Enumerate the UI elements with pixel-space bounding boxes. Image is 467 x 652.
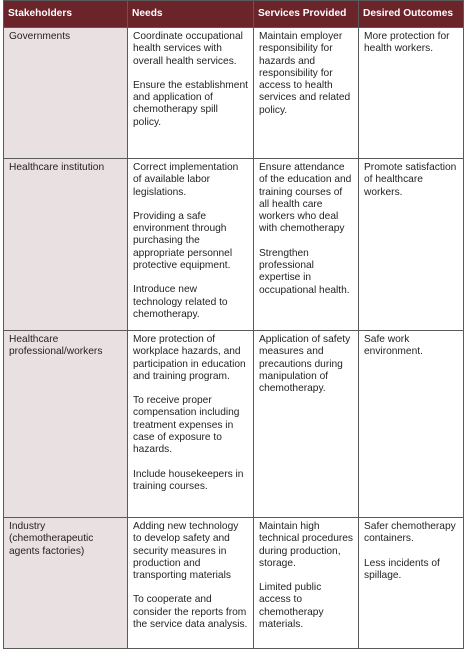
outcomes-cell xyxy=(359,28,464,159)
header-stakeholders: Stakeholders xyxy=(4,1,128,28)
needs-item: Ensure the establishment and application of chemotherapy spill policy. xyxy=(133,79,248,128)
services-item: Maintain high technical procedures during production, storage. xyxy=(259,521,354,569)
table-row xyxy=(4,331,464,518)
needs-item: Coordinate occupational health services with overall health services. xyxy=(133,31,243,67)
services-item: Limited public access to chemotherapy materials. xyxy=(259,582,324,631)
needs-cell xyxy=(128,159,254,331)
header-desired-outcomes: Desired Outcomes xyxy=(359,1,464,28)
outcomes-cell xyxy=(359,518,464,649)
needs-item: More protection of workplace hazards, and participation in education and training program. xyxy=(133,334,246,382)
needs-item: Introduce new technology related to chemotherapy. xyxy=(133,284,228,320)
stakeholders-table xyxy=(3,0,464,649)
stakeholder-cell xyxy=(4,159,128,331)
stakeholder-name: Governments xyxy=(9,31,71,42)
header-row xyxy=(4,1,464,28)
stakeholder-name: Healthcare professional/workers xyxy=(9,334,103,358)
table-row xyxy=(4,28,464,159)
table-row xyxy=(4,159,464,331)
table-row xyxy=(4,518,464,649)
needs-item: Adding new technology to develop safety and security measures in production and transporting materials xyxy=(133,521,239,582)
stakeholder-cell xyxy=(4,518,128,649)
needs-item: To receive proper compensation including treatment expenses in case of exposure to hazards. xyxy=(133,395,240,456)
header-services-provided: Services Provided xyxy=(254,1,359,28)
stakeholder-cell xyxy=(4,331,128,518)
needs-cell xyxy=(128,331,254,518)
services-item: Ensure attendance of the education and training courses of all health care workers who deal with chemotherapy xyxy=(259,162,352,235)
services-item: Application of safety measures and precautions during manipulation of chemotherapy. xyxy=(259,334,351,395)
needs-cell xyxy=(128,518,254,649)
needs-item: Include housekeepers in training courses. xyxy=(133,468,244,492)
outcomes-item: More protection for health workers. xyxy=(364,31,450,55)
outcomes-item: Safer chemotherapy containers. xyxy=(364,521,456,545)
stakeholder-name: Industry (chemotherapeutic agents factories) xyxy=(9,521,94,557)
needs-item: To cooperate and consider the reports from the service data analysis. xyxy=(133,594,248,631)
services-cell xyxy=(254,28,359,159)
services-cell xyxy=(254,159,359,331)
needs-item: Providing a safe environment through purchasing the appropriate personnel protective equipment. xyxy=(133,210,233,272)
outcomes-cell xyxy=(359,159,464,331)
outcomes-cell xyxy=(359,331,464,518)
needs-cell xyxy=(128,28,254,159)
needs-item: Correct implementation of available labor legislations. xyxy=(133,162,239,198)
stakeholder-cell xyxy=(4,28,128,159)
services-cell xyxy=(254,518,359,649)
outcomes-item: Safe work environment. xyxy=(364,334,423,358)
outcomes-item: Less incidents of spillage. xyxy=(364,557,440,581)
stakeholder-name: Healthcare institution xyxy=(9,162,105,173)
services-item: Strengthen professional expertise in occupational health. xyxy=(259,247,350,296)
services-item: Maintain employer responsibility for hazards and responsibility for access to health services and related policy. xyxy=(259,31,351,116)
outcomes-item: Promote satisfaction of healthcare workers. xyxy=(364,162,457,198)
header-needs: Needs xyxy=(128,1,254,28)
services-cell xyxy=(254,331,359,518)
